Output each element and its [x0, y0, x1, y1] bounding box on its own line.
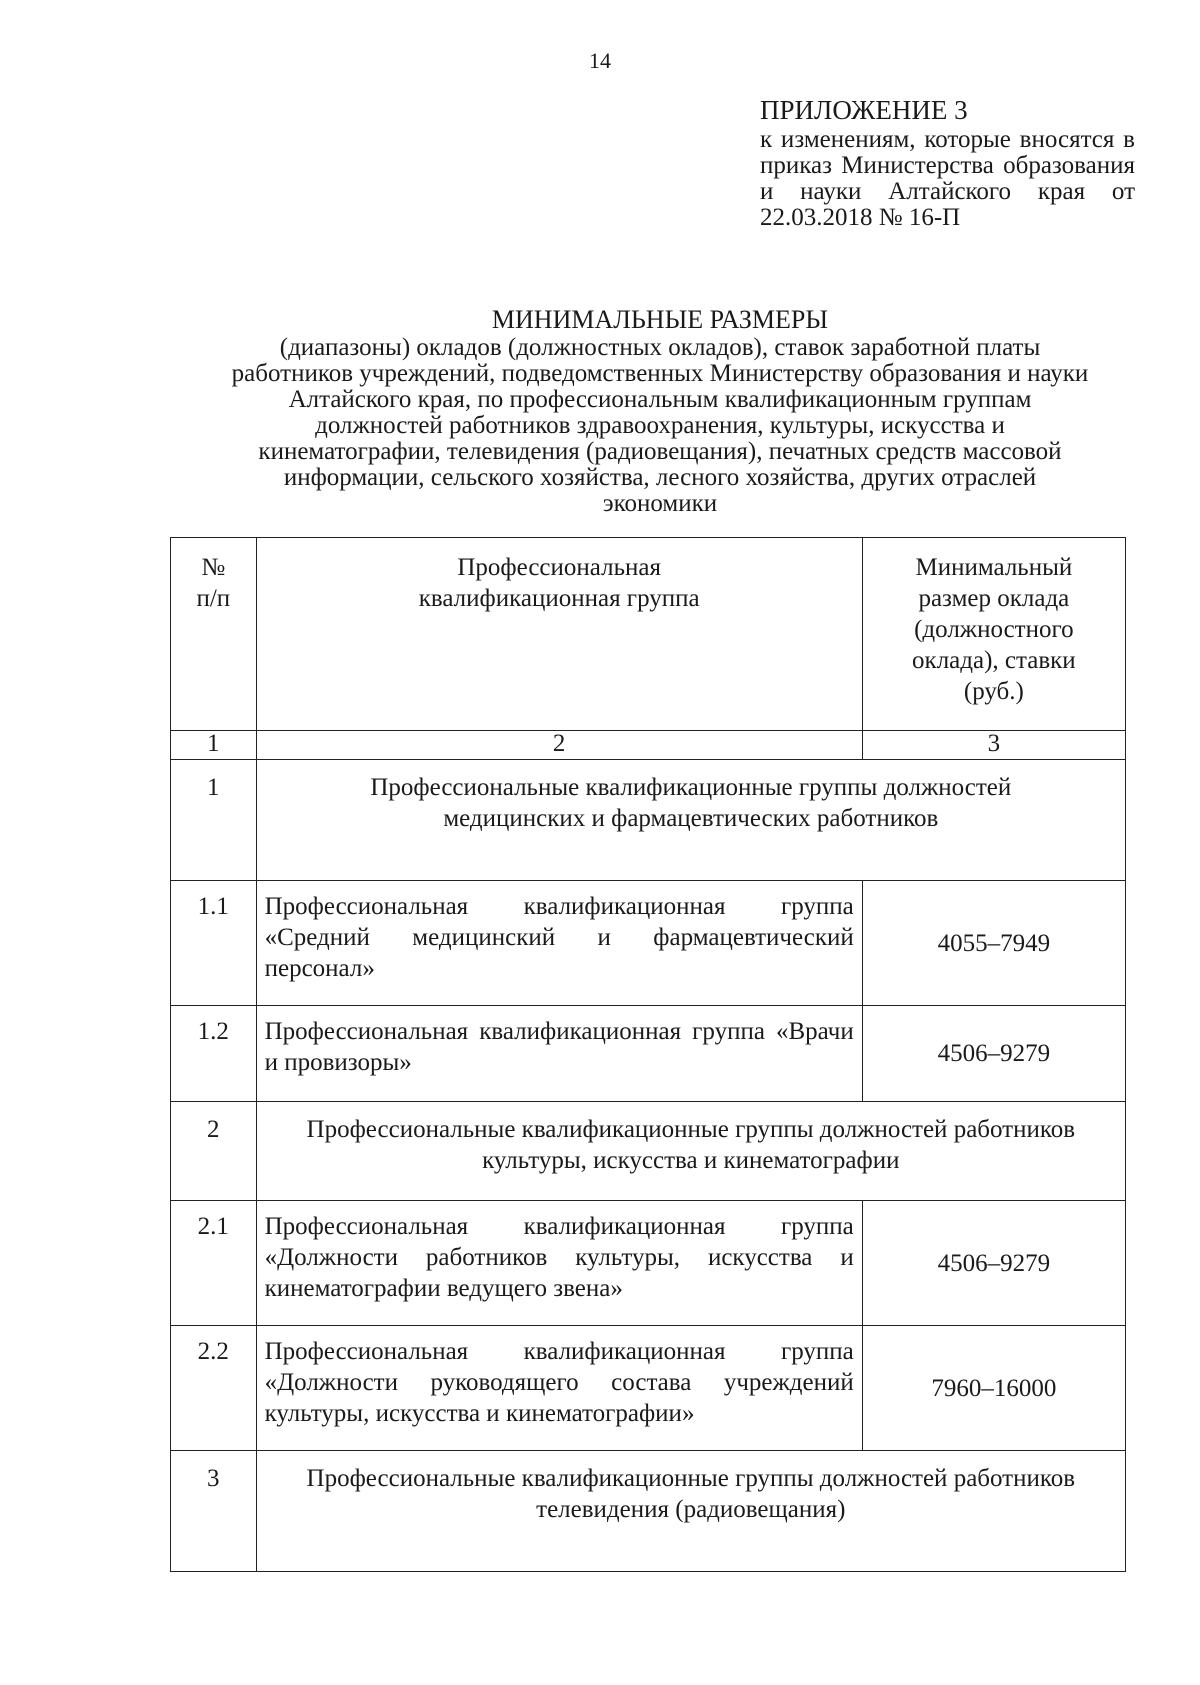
header-group-line: квалификационная группа [418, 585, 700, 612]
section-title-cell [256, 1451, 1125, 1572]
heading-line: должностей работников здравоохранения, культуры, искусства и [315, 412, 1005, 439]
row-group-cell [256, 1006, 862, 1102]
row-group-cell [256, 1326, 862, 1451]
row-number: 2.2 [171, 1326, 257, 1451]
header-salary-line: (руб.) [963, 678, 1024, 705]
header-salary-label [863, 538, 1125, 707]
salary-table [170, 537, 1126, 1572]
section-title [257, 1102, 1125, 1176]
section-title [257, 1451, 1125, 1525]
section-title [257, 760, 1125, 834]
heading-line: Алтайского края, по профессиональным квалификационным группам [288, 386, 1032, 413]
section-number: 3 [171, 1451, 257, 1572]
row-salary-value: 4506–9279 [862, 1201, 1125, 1326]
column-index-row [171, 731, 1126, 760]
document-heading [170, 305, 1150, 517]
section-title-cell [256, 760, 1125, 881]
section-title-cell [256, 1102, 1125, 1201]
table-row [171, 1006, 1126, 1102]
column-index-cell: 2 [256, 731, 862, 760]
header-number-abbr: п/п [196, 585, 231, 612]
section-number: 2 [171, 1102, 257, 1201]
header-group-line: Профессиональная [457, 554, 661, 581]
row-salary-value: 7960–16000 [862, 1326, 1125, 1451]
section-row [171, 1102, 1126, 1201]
section-row [171, 760, 1126, 881]
section-number: 1 [171, 760, 257, 881]
row-group-name: Профессиональная квалификационная группа «Врачи и провизоры» [264, 1018, 854, 1076]
column-index-cell: 1 [171, 731, 257, 760]
header-salary-line: размер оклада [918, 585, 1070, 612]
section-row [171, 1451, 1126, 1572]
row-group-name: Профессиональная квалификационная группа «Должности руководящего состава учреждений культуры, искусства и кинематографии» [264, 1338, 854, 1427]
appendix-block [760, 95, 1135, 231]
section-title-line: медицинских и фармацевтических работников [443, 805, 939, 832]
heading-title: МИНИМАЛЬНЫЕ РАЗМЕРЫ [491, 305, 829, 334]
row-group-name: Профессиональная квалификационная группа «Должности работников культуры, искусства и кинематографии ведущего звена» [264, 1213, 854, 1302]
row-group-name: Профессиональная квалификационная группа «Средний медицинский и фармацевтический персонал» [264, 893, 854, 982]
header-number-symbol: № [201, 554, 226, 581]
header-salary-line: оклада), ставки [912, 647, 1076, 674]
header-group-label [257, 538, 862, 614]
section-title-line: телевидения (радиовещания) [536, 1496, 846, 1523]
row-salary-value: 4055–7949 [862, 881, 1125, 1006]
section-title-line: Профессиональные квалификационные группы должностей [370, 774, 1012, 801]
page-number: 14 [589, 48, 611, 73]
row-number: 2.1 [171, 1201, 257, 1326]
table-header-row [171, 538, 1126, 731]
header-group-cell [256, 538, 862, 731]
header-salary-cell [862, 538, 1125, 731]
table-row [171, 881, 1126, 1006]
heading-line: работников учреждений, подведомственных Министерству образования и науки [231, 360, 1089, 387]
heading-line: информации, сельского хозяйства, лесного хозяйства, других отраслей [283, 464, 1037, 491]
row-salary-value: 4506–9279 [862, 1006, 1125, 1102]
header-number-cell [171, 538, 257, 731]
table-row [171, 1326, 1126, 1451]
row-group-cell [256, 1201, 862, 1326]
section-title-line: культуры, искусства и кинематографии [482, 1147, 900, 1174]
heading-line: кинематографии, телевидения (радиовещания), печатных средств массовой [258, 438, 1062, 465]
row-number: 1.2 [171, 1006, 257, 1102]
row-group-cell [256, 881, 862, 1006]
column-index-cell: 3 [862, 731, 1125, 760]
appendix-title: ПРИЛОЖЕНИЕ 3 [760, 95, 968, 125]
row-number: 1.1 [171, 881, 257, 1006]
section-title-line: Профессиональные квалификационные группы должностей работников [306, 1465, 1076, 1492]
header-salary-line: Минимальный [915, 554, 1073, 581]
section-title-line: Профессиональные квалификационные группы должностей работников [306, 1116, 1076, 1143]
heading-line: (диапазоны) окладов (должностных окладов), ставок заработной платы [279, 334, 1041, 361]
table-row [171, 1201, 1126, 1326]
appendix-text: к изменениям, которые вносятся в приказ Министерства образования и науки Алтайского края от 22.03.2018 № 16-П [760, 126, 1135, 231]
header-salary-line: (должностного [914, 616, 1074, 643]
heading-line: экономики [602, 490, 718, 517]
